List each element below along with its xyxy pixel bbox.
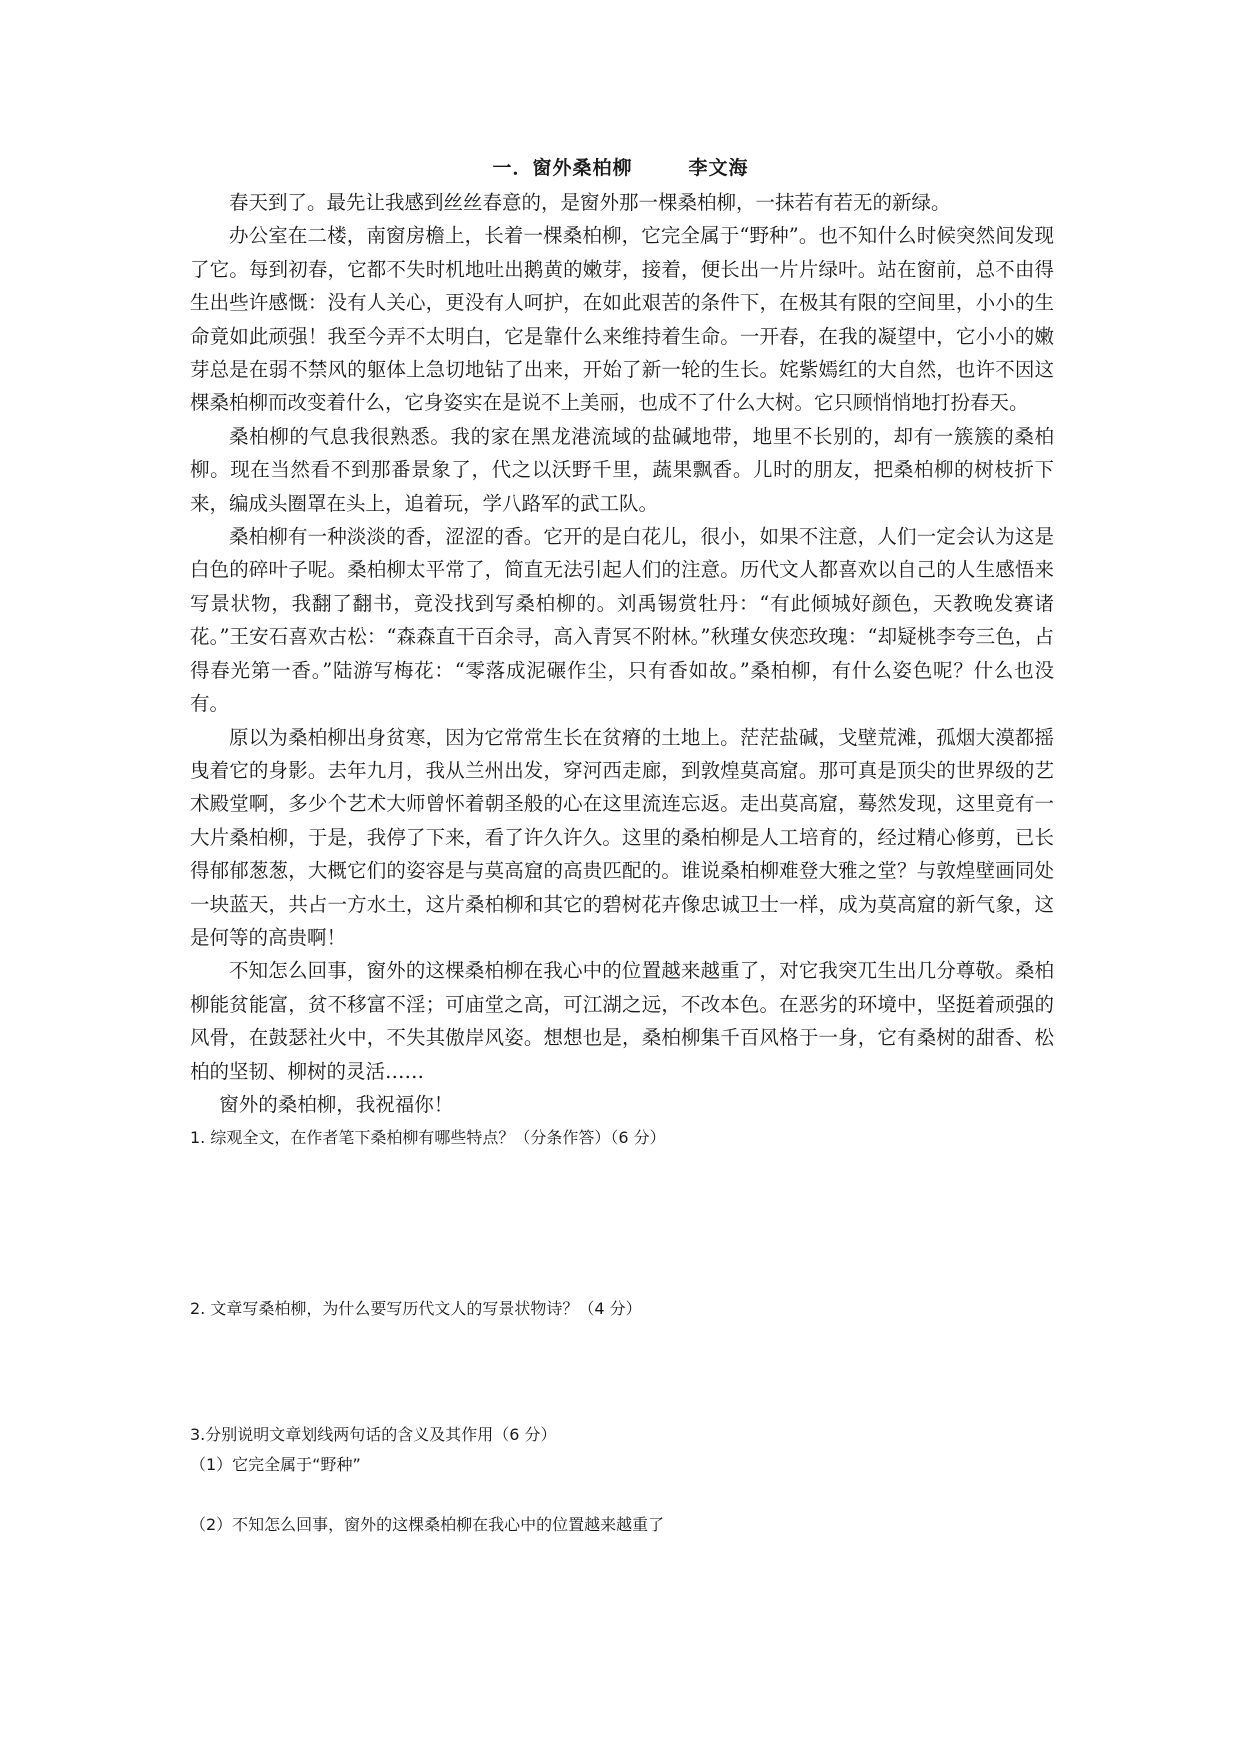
title-heading: 一．窗外桑柏柳 (492, 157, 633, 179)
paragraph-5: 原以为桑柏柳出身贫寒，因为它常常生长在贫瘠的土地上。茫茫盐碱，戈壁荒滩，孤烟大漠都摇曳着它的身影。去年九月，我从兰州出发，穿河西走廊，到敦煌莫高窟。那可真是顶尖的世界级的艺术殿堂啊，多少个艺术大师曾怀着朝圣般的心在这里流连忘返。走出莫高窟，蓦然发现，这里竟有一大片桑柏柳，于是，我停了下来，看了许久许久。这里的桑柏柳是人工培育的，经过精心修剪，已长得郁郁葱葱，大概它们的姿容是与莫高窟的高贵匹配的。谁说桑柏柳难登大雅之堂？与敦煌壁画同处一块蓝天，共占一方水土，这片桑柏柳和其它的碧树花卉像忠诚卫士一样，成为莫高窟的新气象，这是何等的高贵啊！ (190, 725, 1054, 949)
paragraph-1: 春天到了。最先让我感到丝丝春意的，是窗外那一棵桑柏柳，一抹若有若无的新绿。 (229, 191, 951, 214)
paragraph-blessing: 窗外的桑柏柳，我祝福你！ (219, 1092, 454, 1116)
question-1: 1. 综观全文，在作者笔下桑柏柳有哪些特点？（分条作答）（6 分） (190, 1128, 666, 1147)
question-3: 3.分别说明文章划线两句话的含义及其作用（6 分） (190, 1425, 557, 1444)
paragraph-4: 桑柏柳有一种淡淡的香，涩涩的香。它开的是白花儿，很小，如果不注意，人们一定会认为这是白色的碎叶子呢。桑柏柳太平常了，简直无法引起人们的注意。历代文人都喜欢以自己的人生感悟来写景状物，我翻了翻书，竟没找到写桑柏柳的。刘禹锡赏牡丹：“有此倾城好颜色，天教晚发赛诸花。”王安石喜欢古松：“森森直干百余寻，高入青冥不附林。”秋瑾女侠恋玫瑰：“却疑桃李夸三色，占得春光第一香。”陆游写梅花：“零落成泥碾作尘，只有香如故。”桑柏柳，有什么姿色呢？什么也没有。 (190, 525, 1054, 716)
paragraph-2: 办公室在二楼，南窗房檐上，长着一棵桑柏柳，它完全属于“野种”。也不知什么时候突然间发现了它。每到初春，它都不失时机地吐出鹅黄的嫩芽，接着，便长出一片片绿叶。站在窗前，总不由得生出些许感慨：没有人关心，更没有人呵护，在如此艰苦的条件下，在极其有限的空间里，小小的生命竟如此顽强！我至今弄不太明白，它是靠什么来维持着生命。一开春，在我的凝望中，它小小的嫩芽总是在弱不禁风的躯体上急切地钻了出来，开始了新一轮的生长。姹紫嫣红的大自然，也许不因这棵桑柏柳而改变着什么，它身姿实在是说不上美丽，也成不了什么大树。它只顾悄悄地打扮春天。 (190, 224, 1054, 415)
article-title (0, 151, 1241, 185)
paragraph-6: 不知怎么回事，窗外的这棵桑柏柳在我心中的位置越来越重了，对它我突兀生出几分尊敬。桑柏柳能贫能富，贫不移富不淫；可庙堂之高，可江湖之远，不改本色。在恶劣的环境中，坚挺着顽强的风骨，在鼓瑟社火中，不失其傲岸风姿。想想也是，桑柏柳集千百风格于一身，它有桑树的甜香、松柏的坚韧、柳树的灵活…… (190, 959, 1054, 1083)
question-3-part-1: （1）它完全属于“野种” (190, 1455, 361, 1474)
question-2: 2. 文章写桑柏柳，为什么要写历代文人的写景状物诗？（4 分） (190, 1299, 642, 1318)
paragraph-3: 桑柏柳的气息我很熟悉。我的家在黑龙港流域的盐碱地带，地里不长别的，却有一簇簇的桑柏柳。现在当然看不到那番景象了，代之以沃野千里，蔬果飘香。儿时的朋友，把桑柏柳的树枝折下来，编成头圈罩在头上，追着玩，学八路军的武工队。 (190, 424, 1054, 515)
article-body (190, 186, 1054, 1121)
question-3-part-2: （2）不知怎么回事，窗外的这棵桑柏柳在我心中的位置越来越重了 (190, 1515, 665, 1534)
title-author: 李文海 (688, 157, 749, 179)
